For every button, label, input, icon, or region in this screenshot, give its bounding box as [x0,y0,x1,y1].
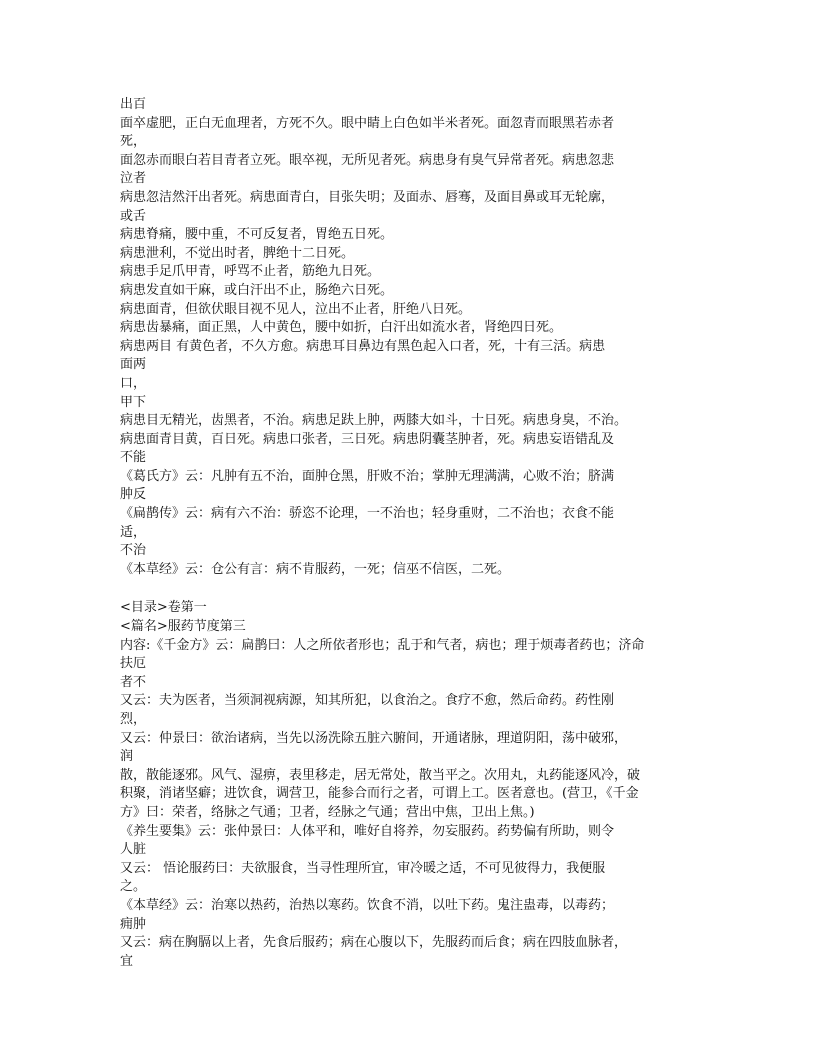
text-line: 又云：仲景曰：欲治诸病，当先以汤洗除五脏六腑间，开通诸脉，理道阴阳，荡中破邪， [120,730,628,746]
text-line: 病患泄利，不觉出时者，脾绝十二日死。 [120,245,355,261]
text-line: 死， [120,134,147,150]
text-line: 又云： 悟论服药曰：夫欲服食，当寻性理所宜，审冷暖之适，不可见彼得力，我便服 [120,860,606,876]
text-line: 者不 [120,674,147,690]
text-line: 病患目无精光，齿黑者，不治。病患足趺上肿，两膝大如斗，十日死。病患身臭，不治。 [120,413,628,429]
text-line: 病患面青目黄，百日死。病患口张者，三日死。病患阴囊茎肿者，死。病患妄语错乱及 [120,431,615,447]
text-line: 泣者 [120,171,147,187]
text-line: 《本草经》云：治寒以热药，治热以寒药。饮食不消，以吐下药。鬼注蛊毒，以毒药； [120,897,615,913]
text-line: 内容:《千金方》云：扁鹊曰：人之所依者形也；乱于和气者，病也；理于烦毒者药也；济命 [120,637,645,653]
text-line: 不能 [120,450,147,466]
text-line: <篇名>服药节度第三 [120,619,246,635]
text-line: 病患忽洁然汗出者死。病患面青白，目张失明；及面赤、唇骞，及面目鼻或耳无轮廓， [120,189,615,205]
text-block-death-signs [120,96,700,579]
text-line: 又云：病在胸膈以上者，先食后服药；病在心腹以下，先服药而后食；病在四肢血脉者， [120,935,628,951]
text-line: 痈肿 [120,916,147,932]
text-line: 散，散能逐邪。风气、湿痹，表里移走，居无常处，散当平之。次用丸，丸药能逐风冷，破 [120,767,641,783]
document-page [120,96,700,971]
text-line: 人脏 [120,842,147,858]
text-block-medication-rules [120,599,700,971]
text-line: 病患脊痛，腰中重，不可反复者，胃绝五日死。 [120,227,394,243]
text-line: 出百 [120,97,147,112]
text-line: 之。 [120,879,147,895]
text-line: 《葛氏方》云：凡肿有五不治，面肿仓黑，肝败不治；掌肿无理满满，心败不治；脐满 [120,468,615,484]
paragraph-gap [120,579,700,599]
text-line: 病患两目 有黄色者，不久方愈。病患耳目鼻边有黑色起入口者，死，十有三活。病患 [120,338,606,354]
text-line: 扶厄 [120,656,147,672]
text-line: 烈， [120,712,147,727]
text-line: 积聚，消诸坚癖；进饮食，调营卫，能参合而行之者，可谓上工。医者意也。(营卫，《千金 [120,786,639,802]
text-line: 甲下 [120,394,147,410]
text-line: 口， [120,375,147,391]
text-line: 面忽赤而眼白若目青者立死。眼卒视，无所见者死。病患身有臭气异常者死。病患忽悲 [120,152,615,168]
text-line: 宜 [120,953,134,969]
text-line: 又云：夫为医者，当须洞视病源，知其所犯，以食治之。食疗不愈，然后命药。药性刚 [120,693,615,709]
text-line: 病患面青，但欲伏眼目视不见人，泣出不止者，肝绝八日死。 [120,301,472,317]
text-line: 方》曰：荣者，络脉之气通；卫者，经脉之气通；营出中焦，卫出上焦。) [120,804,535,820]
text-line: 或舌 [120,208,147,224]
text-line: 润 [120,749,134,765]
text-line: 不治 [120,543,147,559]
text-line: 肿反 [120,487,147,503]
text-line: 病患齿暴痛，面正黑，人中黄色，腰中如折，白汗出如流水者，肾绝四日死。 [120,320,563,336]
text-line: 《扁鹊传》云：病有六不治：骄恣不论理，一不治也；轻身重财，二不治也；衣食不能 [120,506,615,522]
text-line: 面卒虚肥，正白无血理者，方死不久。眼中睛上白色如半米者死。面忽青而眼黑若赤者 [120,115,615,131]
text-line: 病患发直如干麻，或白汗出不止，肠绝六日死。 [120,282,394,298]
text-line: 《养生要集》云：张仲景曰：人体平和，唯好自将养，勿妄服药。药势偏有所助，则令 [120,823,615,839]
text-line: 适， [120,524,147,540]
text-line: 《本草经》云：仓公有言：病不肯服药，一死；信巫不信医，二死。 [120,561,511,577]
text-line: <目录>卷第一 [120,600,207,616]
text-line: 病患手足爪甲青，呼骂不止者，筋绝九日死。 [120,264,381,280]
text-line: 面两 [120,357,147,373]
